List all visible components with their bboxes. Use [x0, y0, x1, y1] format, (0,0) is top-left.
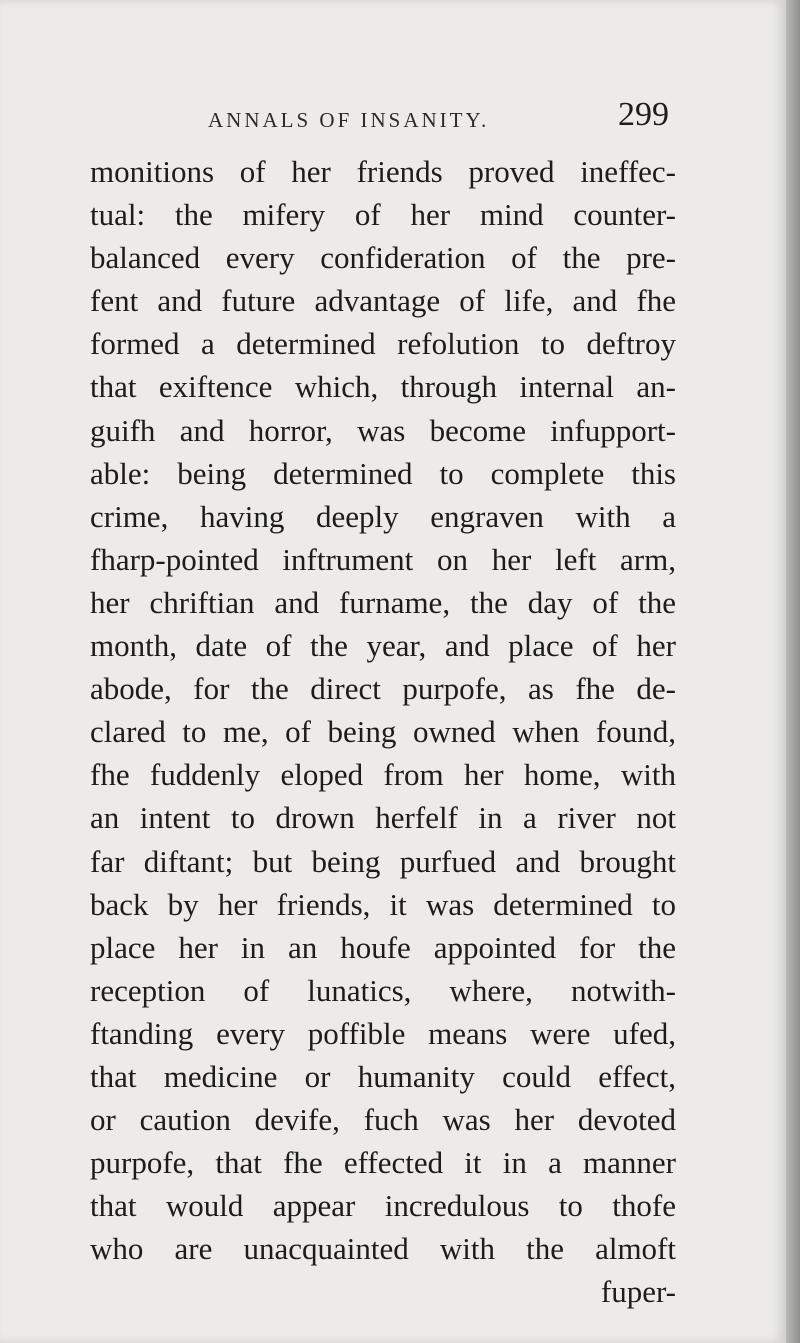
text-line: fharp-pointed inftrument on her left arm, [90, 541, 676, 577]
text-line: formed a determined refolution to deftroy [90, 326, 676, 362]
text-line: place her in an houfe appointed for the [90, 929, 676, 965]
text-line: purpofe, that fhe effected it in a manner [90, 1145, 676, 1181]
text-line: that medicine or humanity could effect, [90, 1058, 676, 1094]
text-line: who are unacquainted with the almoft [90, 1231, 676, 1267]
text-line: month, date of the year, and place of her [90, 628, 676, 664]
text-line: that would appear incredulous to thofe [90, 1188, 676, 1224]
text-line: tual: the mifery of her mind counter- [90, 197, 676, 233]
catchword: fuper- [600, 1274, 676, 1310]
book-spine-shadow [786, 0, 800, 1343]
text-line: clared to me, of being owned when found, [90, 714, 676, 750]
text-line: an intent to drown herfelf in a river not [90, 800, 676, 836]
text-line: ftanding every poffible means were ufed, [90, 1015, 676, 1051]
text-line: reception of lunatics, where, notwith- [90, 972, 676, 1008]
text-line: back by her friends, it was determined to [90, 886, 676, 922]
text-line: able: being determined to complete this [90, 455, 676, 491]
body-text [90, 150, 676, 1314]
text-line: or caution devife, fuch was her devoted [90, 1102, 676, 1138]
text-line: monitions of her friends proved ineffec- [90, 154, 676, 189]
text-line: fent and future advantage of life, and fhe [90, 283, 676, 319]
page-header [0, 96, 786, 146]
text-line: that exiftence which, through internal an- [90, 369, 676, 405]
text-line: abode, for the direct purpofe, as fhe de- [90, 671, 676, 707]
text-line: balanced every confideration of the pre- [90, 240, 676, 276]
text-line: far diftant; but being purfued and brought [90, 843, 676, 879]
text-line: crime, having deeply engraven with a [90, 498, 676, 534]
text-line: guifh and horror, was become infupport- [90, 412, 676, 448]
running-title: ANNALS OF INSANITY. [208, 108, 490, 132]
text-line: fhe fuddenly eloped from her home, with [90, 757, 676, 793]
page-number: 299 [618, 96, 669, 133]
text-line: her chriftian and furname, the day of the [90, 584, 676, 620]
